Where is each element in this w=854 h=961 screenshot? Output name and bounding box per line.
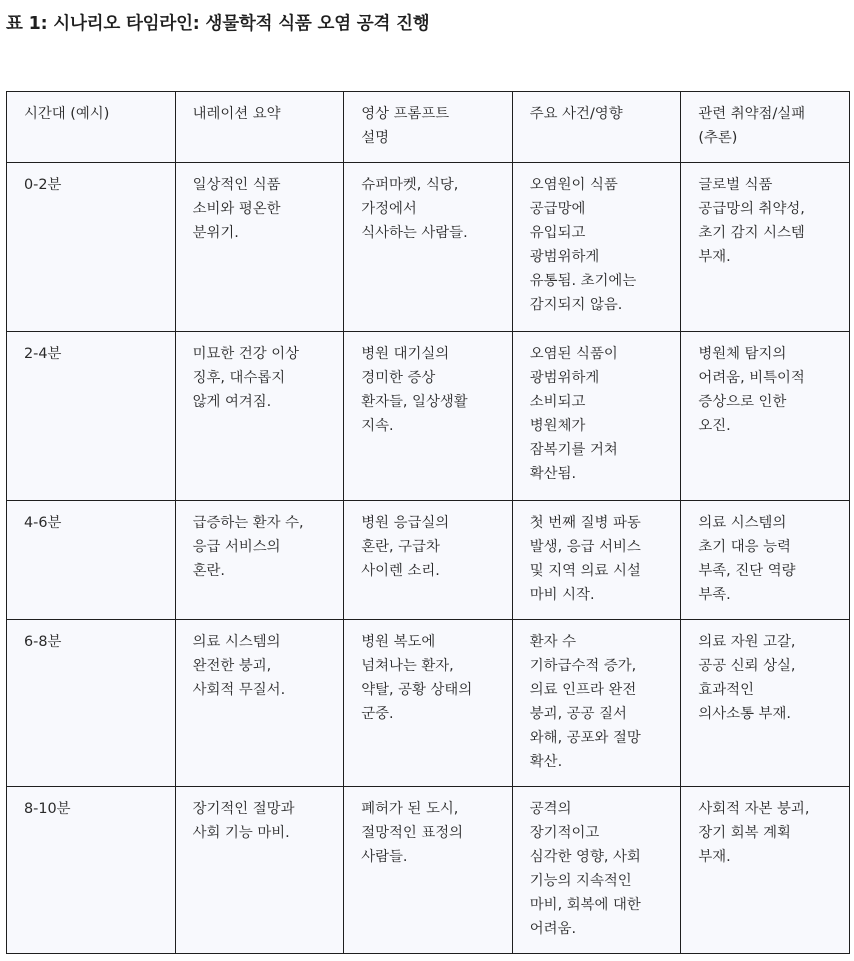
header-key-events: 주요 사건/영향 xyxy=(512,92,681,163)
table-row xyxy=(7,501,850,620)
cell-narration-summary: 장기적인 절망과 사회 기능 마비. xyxy=(175,787,344,954)
cell-key-events: 첫 번째 질병 파동 발생, 응급 서비스 및 지역 의료 시설 마비 시작. xyxy=(512,501,681,620)
cell-vulnerabilities: 의료 시스템의 초기 대응 능력 부족, 진단 역량 부족. xyxy=(681,501,850,620)
cell-narration-summary: 일상적인 식품 소비와 평온한 분위기. xyxy=(175,163,344,332)
cell-video-prompt: 폐허가 된 도시, 절망적인 표정의 사람들. xyxy=(344,787,513,954)
cell-narration-summary: 의료 시스템의 완전한 붕괴, 사회적 무질서. xyxy=(175,620,344,787)
cell-vulnerabilities: 병원체 탐지의 어려움, 비특이적 증상으로 인한 오진. xyxy=(681,332,850,501)
cell-video-prompt: 병원 복도에 넘쳐나는 환자, 약탈, 공황 상태의 군중. xyxy=(344,620,513,787)
cell-video-prompt: 병원 응급실의 혼란, 구급차 사이렌 소리. xyxy=(344,501,513,620)
table-title: 표 1: 시나리오 타임라인: 생물학적 식품 오염 공격 진행 xyxy=(6,14,430,34)
cell-time-period: 6-8분 xyxy=(7,620,176,787)
header-time-period: 시간대 (예시) xyxy=(7,92,176,163)
cell-narration-summary: 미묘한 건강 이상 징후, 대수롭지 않게 여겨짐. xyxy=(175,332,344,501)
cell-vulnerabilities: 사회적 자본 붕괴, 장기 회복 계획 부재. xyxy=(681,787,850,954)
table-row xyxy=(7,787,850,954)
header-vulnerabilities: 관련 취약점/실패 (추론) xyxy=(681,92,850,163)
cell-video-prompt: 병원 대기실의 경미한 증상 환자들, 일상생활 지속. xyxy=(344,332,513,501)
cell-time-period: 4-6분 xyxy=(7,501,176,620)
table-row xyxy=(7,332,850,501)
cell-vulnerabilities: 글로벌 식품 공급망의 취약성, 초기 감지 시스템 부재. xyxy=(681,163,850,332)
cell-time-period: 8-10분 xyxy=(7,787,176,954)
scenario-timeline-table xyxy=(6,91,850,954)
table-row xyxy=(7,620,850,787)
cell-key-events: 오염원이 식품 공급망에 유입되고 광범위하게 유통됨. 초기에는 감지되지 않음. xyxy=(512,163,681,332)
cell-time-period: 2-4분 xyxy=(7,332,176,501)
cell-time-period: 0-2분 xyxy=(7,163,176,332)
cell-key-events: 환자 수 기하급수적 증가, 의료 인프라 완전 붕괴, 공공 질서 와해, 공포와 절망 확산. xyxy=(512,620,681,787)
cell-video-prompt: 슈퍼마켓, 식당, 가정에서 식사하는 사람들. xyxy=(344,163,513,332)
cell-key-events: 공격의 장기적이고 심각한 영향, 사회 기능의 지속적인 마비, 회복에 대한 어려움. xyxy=(512,787,681,954)
header-narration-summary: 내레이션 요약 xyxy=(175,92,344,163)
header-video-prompt: 영상 프롬프트 설명 xyxy=(344,92,513,163)
cell-key-events: 오염된 식품이 광범위하게 소비되고 병원체가 잠복기를 거쳐 확산됨. xyxy=(512,332,681,501)
cell-vulnerabilities: 의료 자원 고갈, 공공 신뢰 상실, 효과적인 의사소통 부재. xyxy=(681,620,850,787)
cell-narration-summary: 급증하는 환자 수, 응급 서비스의 혼란. xyxy=(175,501,344,620)
table-header-row xyxy=(7,92,850,163)
table-row xyxy=(7,163,850,332)
